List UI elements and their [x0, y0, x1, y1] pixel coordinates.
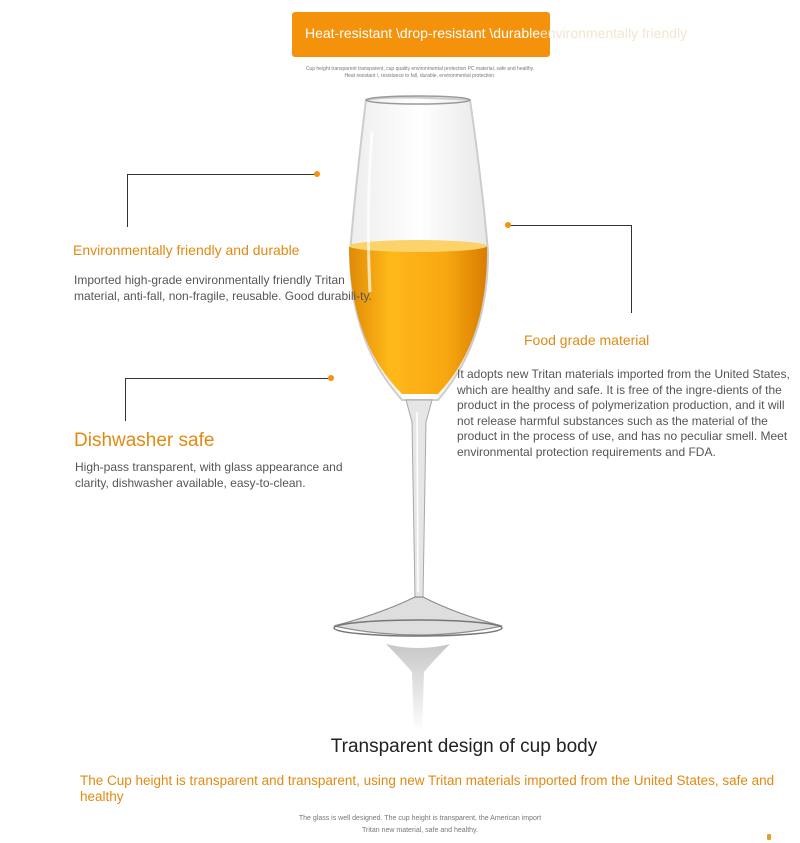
food-body: It adopts new Tritan materials imported from the United States, which are healthy and safe. It is free of the ingre-dients of the product in the process of polymerization production, and it will not release harmful substances such as the material of the product in the process of use, and has no peculiar smell. Meet environmental protection requirements and FDA.	[457, 367, 790, 459]
dishwasher-body: High-pass transparent, with glass appearance and clarity, dishwasher available, easy-to-clean.	[75, 460, 343, 490]
section-caption: Transparent design of cup body	[330, 736, 598, 757]
highlight-description: The Cup height is transparent and transparent, using new Tritan materials imported from the United States, safe and healthy	[80, 773, 775, 804]
food-callout-dot	[505, 222, 511, 228]
banner-main-text: Heat-resistant \drop-resistant \durable	[305, 25, 540, 41]
food-callout-line	[508, 225, 632, 313]
eco-callout-dot	[314, 171, 320, 177]
eco-title: Environmentally friendly and durable	[73, 242, 300, 258]
food-title: Food grade material	[524, 332, 650, 348]
banner-subtext	[270, 66, 570, 80]
corner-mark	[767, 834, 771, 840]
banner-faded-text: environmentally friendly	[540, 25, 688, 41]
eco-callout-line	[127, 174, 317, 227]
footnote	[230, 813, 610, 837]
footnote-line1: The glass is well designed. The cup height is transparent, the American import	[298, 815, 542, 822]
banner-text	[305, 25, 687, 41]
dishwasher-callout-line	[125, 378, 331, 421]
banner-subtext-line1: Cup height transparent transparent, cup quality environmental protection PC material, safe and healthy.	[305, 66, 535, 72]
banner-subtext-line2: Heat resistant \, resistance to fall, durable, environmental protection.	[344, 73, 496, 79]
dishwasher-callout-dot	[328, 375, 334, 381]
footnote-line2: Tritan new material, safe and healthy.	[362, 827, 478, 834]
dishwasher-title: Dishwasher safe	[74, 430, 215, 451]
eco-body: Imported high-grade environmentally friendly Tritan material, anti-fall, non-fragile, reusable. Good durabili-ty.	[74, 273, 372, 303]
